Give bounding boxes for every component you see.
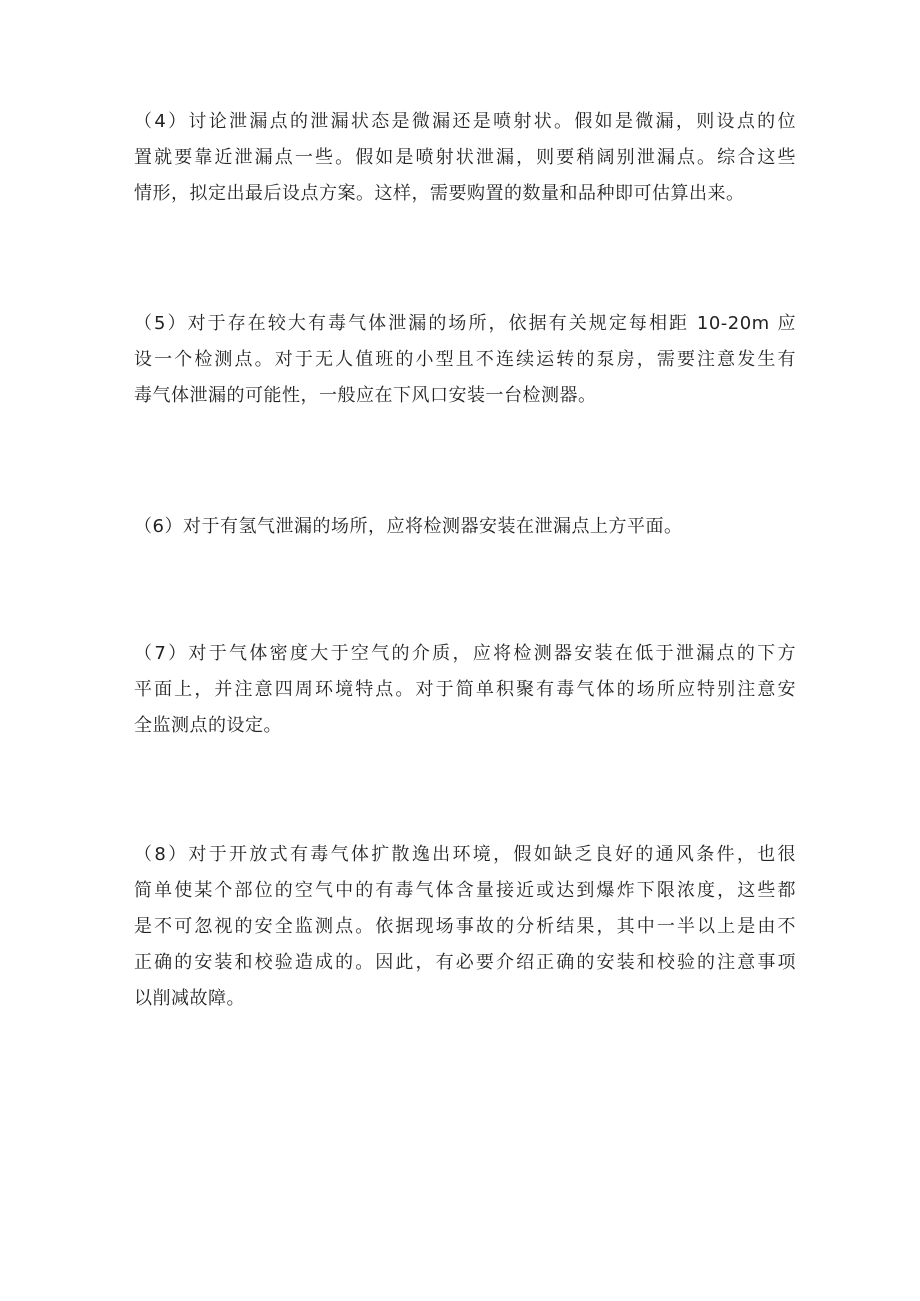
paragraph-4-line-3: 情形，拟定出最后设点方案。这样，需要购置的数量和品种即可估算出来。: [134, 183, 745, 204]
paragraph-8-line-5: 以削减故障。: [134, 988, 245, 1009]
paragraph-6-line-1: （6）对于有氢气泄漏的场所，应将检测器安装在泄漏点上方平面。: [134, 516, 683, 537]
paragraph-8-line-3: 是不可忽视的安全监测点。依据现场事故的分析结果，其中一半以上是由不: [134, 916, 796, 937]
paragraph-5-line-2: 设一个检测点。对于无人值班的小型且不连续运转的泵房，需要注意发生有: [134, 349, 796, 370]
paragraph-7-line-2: 平面上，并注意四周环境特点。对于简单积聚有毒气体的场所应特别注意安: [134, 679, 796, 700]
paragraph-4-line-2: 置就要靠近泄漏点一些。假如是喷射状泄漏，则要稍阔别泄漏点。综合这些: [134, 147, 796, 168]
paragraph-4-line-1: （4）讨论泄漏点的泄漏状态是微漏还是喷射状。假如是微漏，则设点的位: [134, 111, 796, 132]
paragraph-7-line-3: 全监测点的设定。: [134, 715, 282, 736]
paragraph-8-line-2: 简单使某个部位的空气中的有毒气体含量接近或达到爆炸下限浓度，这些都: [134, 880, 796, 901]
paragraph-item-4: [134, 104, 796, 212]
paragraph-item-8: [134, 837, 796, 1017]
paragraph-item-5: [134, 306, 796, 414]
paragraph-5-line-3: 毒气体泄漏的可能性，一般应在下风口安装一台检测器。: [134, 385, 597, 406]
paragraph-8-line-4: 正确的安装和校验造成的。因此，有必要介绍正确的安装和校验的注意事项: [134, 952, 796, 973]
paragraph-7-line-1: （7）对于气体密度大于空气的介质，应将检测器安装在低于泄漏点的下方: [134, 643, 796, 664]
paragraph-item-6: [134, 509, 796, 545]
paragraph-5-line-1: （5）对于存在较大有毒气体泄漏的场所，依据有关规定每相距 10-20m 应: [134, 313, 796, 334]
paragraph-item-7: [134, 636, 796, 744]
paragraph-8-line-1: （8）对于开放式有毒气体扩散逸出环境，假如缺乏良好的通风条件，也很: [134, 844, 796, 865]
